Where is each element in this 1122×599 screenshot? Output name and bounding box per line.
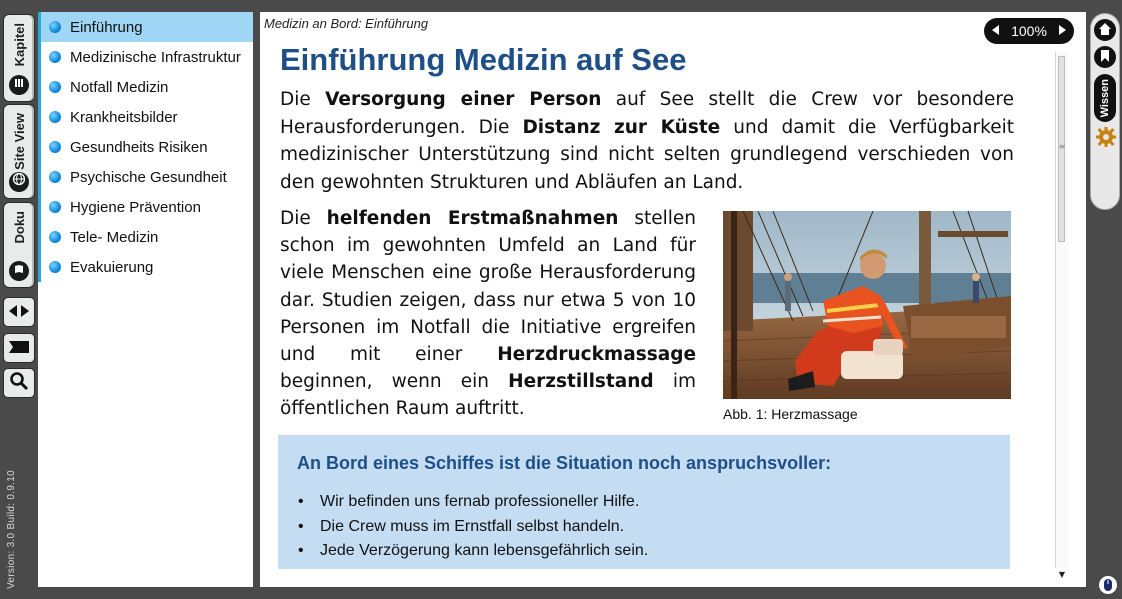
bookmark-icon xyxy=(1099,48,1111,67)
chapter-list xyxy=(38,12,253,587)
chapter-label: Medizinische Infrastruktur xyxy=(70,48,241,66)
zoom-in-icon[interactable] xyxy=(1056,24,1070,39)
zoom-control[interactable] xyxy=(984,18,1074,44)
chapter-label: Einführung xyxy=(70,18,143,36)
chapter-label: Psychische Gesundheit xyxy=(70,168,227,186)
home-icon xyxy=(1098,21,1112,40)
search-icon xyxy=(9,371,29,395)
scroll-down-icon[interactable]: ▼ xyxy=(1058,570,1066,579)
breadcrumb: Medizin an Bord: Einführung xyxy=(264,16,429,31)
chapter-item-risiken[interactable] xyxy=(38,132,253,162)
zoom-out-icon[interactable] xyxy=(988,24,1002,39)
list-item: • Wir befinden uns fernab professioneller Hilfe. xyxy=(298,490,648,515)
chapter-label: Gesundheits Risiken xyxy=(70,138,208,156)
doc-icon xyxy=(9,261,29,281)
book-icon xyxy=(9,75,29,95)
chapter-item-krankheitsbilder[interactable] xyxy=(38,102,253,132)
bullet-icon xyxy=(49,51,61,63)
info-heading: An Bord eines Schiffes ist die Situation noch anspruchsvoller: xyxy=(297,453,832,473)
bookmark-button[interactable] xyxy=(3,333,35,363)
chapter-label: Tele- Medizin xyxy=(70,228,159,246)
list-item: • Die Crew muss im Ernstfall selbst handeln. xyxy=(298,515,648,540)
wissen-label: Wissen xyxy=(1099,78,1111,118)
chapter-item-hygiene[interactable] xyxy=(38,192,253,222)
tab-site-view-label: Site View xyxy=(11,113,27,170)
chapter-item-infrastruktur[interactable] xyxy=(38,42,253,72)
bullet-icon xyxy=(49,261,61,273)
wissen-button[interactable] xyxy=(1094,74,1116,122)
list-item: • Jede Verzögerung kann lebensgefährlich sein. xyxy=(298,539,648,564)
chapter-label: Hygiene Prävention xyxy=(70,198,201,216)
right-rail xyxy=(1090,13,1120,210)
bullet-icon: • xyxy=(298,542,304,559)
bookmark-icon xyxy=(8,339,30,358)
chapter-item-psychische[interactable] xyxy=(38,162,253,192)
tab-doku-label: Doku xyxy=(11,211,27,244)
bullet-icon xyxy=(49,21,61,33)
chapter-item-telemedizin[interactable] xyxy=(38,222,253,252)
tab-doku[interactable] xyxy=(3,202,35,288)
chapter-item-einfuehrung[interactable] xyxy=(38,12,253,42)
bullet-icon xyxy=(49,171,61,183)
chapter-label: Krankheitsbilder xyxy=(70,108,178,126)
bullet-icon xyxy=(49,231,61,243)
tab-kapitel-label: Kapitel xyxy=(11,23,27,67)
left-right-arrows-icon xyxy=(8,303,30,322)
mouse-icon xyxy=(1099,576,1117,594)
chapter-item-notfall[interactable] xyxy=(38,72,253,102)
bookmark-button-right[interactable] xyxy=(1094,46,1116,68)
grip-icon: ≡ xyxy=(1058,142,1066,151)
tab-site-view[interactable] xyxy=(3,104,35,199)
bullet-icon: • xyxy=(298,493,304,510)
first-aid-paragraph: Die helfenden Erstmaßnahmen stellen schon im gewohnten Umfeld an Land für viele Menschen eine große Herausforderung dar. Studien zeigen, dass nur etwa 5 von 10 Personen im Notfall die Initiative ergreifen und mit einer Herzdruckmassage beginnen, wenn ein Herzstillstand im öffentlichen Raum auftritt. xyxy=(280,208,696,420)
intro-paragraph: Die Versorgung einer Person auf See stellt die Crew vor besondere Herausforderungen. Die Distanz zur Küste und damit die Verfügbarkeit medizinischer Unterstützung sind nicht selten grundlegend verschieden von den gewohnten Strukturen und Abläufen an Land. xyxy=(280,89,1014,193)
bullet-icon xyxy=(49,201,61,213)
bullet-icon xyxy=(49,141,61,153)
chapter-label: Evakuierung xyxy=(70,258,154,276)
chapter-label: Notfall Medizin xyxy=(70,78,169,96)
bullet-icon xyxy=(49,81,61,93)
version-label: Version: 3.0 Build: 0.9.10 xyxy=(6,470,17,589)
figure-caption: Abb. 1: Herzmassage xyxy=(723,406,858,422)
bullet-icon xyxy=(49,111,61,123)
figure-heart-massage xyxy=(723,211,1011,422)
globe-icon xyxy=(9,172,29,192)
info-list xyxy=(298,490,648,564)
tab-kapitel[interactable] xyxy=(3,14,35,102)
left-rail xyxy=(0,0,38,599)
content-panel xyxy=(260,12,1086,587)
page-title: Einführung Medizin auf See xyxy=(280,42,687,77)
gear-icon[interactable] xyxy=(1095,126,1117,148)
vertical-scrollbar[interactable] xyxy=(1055,52,1068,579)
navigation-arrows-button[interactable] xyxy=(3,297,35,327)
search-button[interactable] xyxy=(3,368,35,398)
cpr-illustration xyxy=(723,211,1011,399)
home-button[interactable] xyxy=(1094,19,1116,41)
bullet-icon: • xyxy=(298,517,304,535)
chapter-item-evakuierung[interactable] xyxy=(38,252,253,282)
info-box xyxy=(278,435,1010,569)
zoom-level: 100% xyxy=(1011,23,1047,39)
